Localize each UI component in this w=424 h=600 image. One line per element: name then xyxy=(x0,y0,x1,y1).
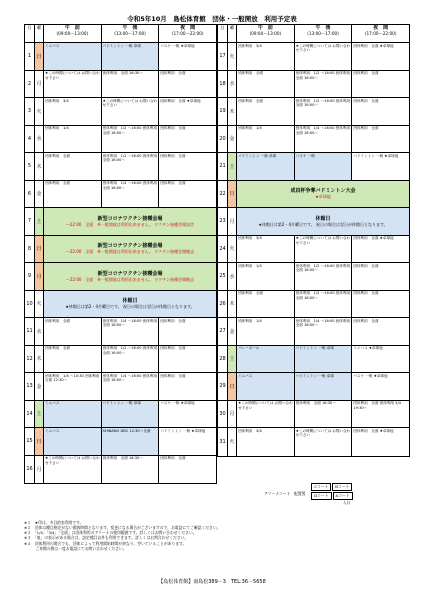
night-slot: 団体利用 全面 xyxy=(353,71,379,76)
event-title: 新型コロナワクチン接種会場 xyxy=(97,243,163,250)
night-slot: 団体利用 全面 xyxy=(353,318,379,323)
morning-slot: 団体利用 1/4 xyxy=(237,318,295,345)
notes xyxy=(24,520,410,551)
weekday: 月 xyxy=(228,401,237,428)
note-line: ※３ 「1/4」「3/4」「全面」は団体利用のアリーナの使用範囲です。詳しくはお問い合わせください。 xyxy=(24,530,197,536)
event-note: ★卓球他 xyxy=(315,194,331,200)
afternoon-slot: 団体利用 1/4 ～16:00 団体利用 全面 16:00～ xyxy=(102,373,160,400)
weekday: 月 xyxy=(35,263,44,290)
table-body xyxy=(25,43,216,483)
afternoon-slot: ★この時間については お問い合わせ下さい xyxy=(102,98,160,125)
header-morning: 午 前 (09:00～13:00) xyxy=(237,25,295,42)
weekday: 土 xyxy=(228,153,237,180)
court-c: Cコート xyxy=(311,483,331,491)
day-number: 7 xyxy=(25,208,35,235)
afternoon-slot: バドミントン 一般 卓球 xyxy=(102,401,160,428)
day-number: 13 xyxy=(25,373,35,400)
night-slot: 団体利用 全面 xyxy=(160,346,186,351)
night-slot: バドミントン 一般 ★卓球他 xyxy=(160,428,206,433)
event-note: ～22:00 全面 ※一般開放は利用出来ません。 ワクチン接種会場撤去 xyxy=(65,276,195,282)
afternoon-slot: 団体利用 1/4 ～16:00 団体利用 全面 16:00～ xyxy=(295,126,353,153)
weekday: 日 xyxy=(35,43,44,70)
morning-slot: 団体利用 全面 xyxy=(237,291,295,318)
day-number: 9 xyxy=(25,263,35,290)
full-day-event xyxy=(44,263,216,290)
morning-slot: 団体利用 全面 xyxy=(44,318,102,345)
event-title: 新型コロナワクチン接種会場 xyxy=(97,215,163,222)
table-row xyxy=(25,318,216,346)
night-slot: 団体利用 全面 xyxy=(353,291,379,296)
night-slot: 団体利用 全面 xyxy=(160,373,186,378)
table-row xyxy=(25,181,216,209)
header-day: 日 xyxy=(25,25,35,42)
table-row xyxy=(218,71,409,99)
day-number: 31 xyxy=(218,428,228,456)
schedule-table-left xyxy=(24,24,217,484)
day-number: 26 xyxy=(218,291,228,318)
morning-slot: ★この時間については お問い合わせ下さい xyxy=(44,456,102,484)
morning-slot: 団体利用 全面 xyxy=(237,98,295,125)
morning-slot: バレーボール xyxy=(237,346,295,373)
day-number: 18 xyxy=(218,71,228,98)
morning-slot: 団体利用 3/4 xyxy=(237,236,295,263)
afternoon-slot: 団体利用 1/2 ～16:00 団体利用 全面 16:00～ xyxy=(295,291,353,318)
full-day-event xyxy=(237,208,409,235)
table-row xyxy=(25,263,216,291)
table-header xyxy=(218,25,409,43)
night-slot: 団体利用 全面 ★卓球他 xyxy=(160,98,201,103)
table-row xyxy=(25,428,216,456)
weekday: 火 xyxy=(35,291,44,318)
table-row xyxy=(218,236,409,264)
header-weekday: 曜 xyxy=(35,25,44,42)
morning-slot: 団体利用 1/4 xyxy=(237,263,295,290)
weekday: 土 xyxy=(35,401,44,428)
table-header xyxy=(25,25,216,43)
table-row xyxy=(25,43,216,71)
note-line: ※２ 団体は種目指定がない開放時間となります。変更になる場合がございますので、お電話にてご確認ください。 xyxy=(24,525,221,531)
afternoon-slot: 団体利用 1/2 ～16:00 団体利用 全面 16:00～ xyxy=(102,153,160,180)
table-row xyxy=(218,291,409,319)
afternoon-slot: バドミントン 一般 卓球 xyxy=(295,346,353,373)
afternoon-slot: 団体利用 1/2 ～16:00 団体利用 全面 16:00～ xyxy=(102,346,160,373)
morning-slot: 団体利用 3/4 xyxy=(237,43,295,70)
table-row xyxy=(218,401,409,429)
weekday: 月 xyxy=(35,71,44,98)
schedule-table-right xyxy=(217,24,410,457)
night-slot: バドミントン 一般 ★卓球他 xyxy=(353,153,399,158)
afternoon-slot: 団体利用 全面 16:30～ xyxy=(102,456,160,484)
table-row xyxy=(218,181,409,209)
afternoon-slot: 団体利用 全面 16:30～ xyxy=(102,71,160,98)
day-number: 22 xyxy=(218,181,228,208)
weekday: 金 xyxy=(35,181,44,208)
table-row xyxy=(25,153,216,181)
night-slot: 団体利用 全面 xyxy=(160,181,186,186)
event-note: ★休館日は第2・4月曜日です。 祝日の場合は翌日が休館日となります。 xyxy=(65,304,195,310)
morning-slot: ★この時間については お問い合わせ下さい xyxy=(44,71,102,98)
day-number: 1 xyxy=(25,43,35,70)
day-number: 21 xyxy=(218,153,228,180)
entrance-label: 入口 xyxy=(342,500,351,505)
night-slot: 団体利用 全面 ★卓球他 xyxy=(353,236,394,241)
night-slot: 団体利用 全面 xyxy=(160,126,186,131)
afternoon-slot: 団体利用 1/4 ～16:00 団体利用 全面 16:00～ xyxy=(102,181,160,208)
table-row xyxy=(25,456,216,484)
afternoon-slot: 団体利用 1/4 ～16:00 団体利用 全面 16:00～ xyxy=(102,318,160,345)
weekday: 月 xyxy=(35,456,44,484)
table-row xyxy=(25,98,216,126)
night-slot: 団体利用 全面 xyxy=(160,318,186,323)
event-note: ★休館日は第2・4月曜日です。 祝日の場合は翌日が休館日となります。 xyxy=(258,221,388,227)
table-row xyxy=(218,318,409,346)
night-slot: バスケ 一般 ★卓球他 xyxy=(160,43,195,48)
morning-slot: バドミントン 一般 卓球 xyxy=(237,153,295,180)
court-d: Dコート xyxy=(311,492,331,500)
weekday: 火 xyxy=(228,236,237,263)
header-morning: 午 前 (09:00～13:00) xyxy=(44,25,102,42)
day-number: 10 xyxy=(25,291,35,318)
table-row xyxy=(25,236,216,264)
weekday: 火 xyxy=(228,43,237,70)
court-diagram-label: アリーナコート 配置図 xyxy=(264,491,306,496)
night-slot: 団体利用 全面 xyxy=(353,98,379,103)
day-number: 16 xyxy=(25,456,35,484)
morning-slot: ミニバス xyxy=(44,401,102,428)
day-number: 5 xyxy=(25,153,35,180)
court-a: Aコート xyxy=(333,492,353,500)
weekday: 日 xyxy=(35,236,44,263)
event-note: ～22:00 全面 ※一般開放は利用出来ません。 ワクチン接種会場撤去 xyxy=(65,249,195,255)
table-row xyxy=(218,43,409,71)
night-slot: バスケ 一般 ★卓球他 xyxy=(160,401,195,406)
table-row xyxy=(25,373,216,401)
morning-slot: 団体利用 3/4 xyxy=(237,428,295,456)
day-number: 28 xyxy=(218,346,228,373)
afternoon-slot: バドミントン 一般 卓球 xyxy=(102,43,160,70)
morning-slot: 団体利用 1/4 xyxy=(44,126,102,153)
table-row xyxy=(25,208,216,236)
day-number: 24 xyxy=(218,236,228,263)
afternoon-slot: 団体利用 1/4 ～16:00 団体利用 全面 16:00～ xyxy=(295,318,353,345)
table-row xyxy=(218,98,409,126)
header-afternoon: 午 後 (13:00～17:00) xyxy=(295,25,353,42)
weekday: 木 xyxy=(228,98,237,125)
weekday: 日 xyxy=(228,181,237,208)
afternoon-slot: SHINANO DBC 12:30～全面 xyxy=(102,428,160,455)
header-night: 夜 間 (17:00～22:00) xyxy=(364,25,397,36)
day-number: 12 xyxy=(25,346,35,373)
full-day-event xyxy=(237,181,409,208)
header-night: 夜 間 (17:00～22:00) xyxy=(171,25,204,36)
afternoon-slot: 団体利用 1/2 ～16:00 団体利用 全面 16:00～ xyxy=(295,98,353,125)
weekday: 金 xyxy=(35,373,44,400)
weekday: 土 xyxy=(35,208,44,235)
morning-slot: ミニバス xyxy=(44,43,102,70)
afternoon-slot: バスケ 一般 xyxy=(295,153,353,180)
morning-slot: 団体利用 全面 xyxy=(44,346,102,373)
day-number: 29 xyxy=(218,373,228,400)
table-row xyxy=(25,71,216,99)
table-row xyxy=(218,373,409,401)
afternoon-slot: ★この時間については お問い合わせ下さい xyxy=(295,43,353,70)
night-slot: 団体利用 全面 xyxy=(353,126,379,131)
table-row xyxy=(25,126,216,154)
day-number: 27 xyxy=(218,318,228,345)
afternoon-slot: バドミントン 一般 卓球 xyxy=(295,373,353,400)
afternoon-slot: ★この時間については お問い合わせ下さい xyxy=(295,236,353,263)
weekday: 月 xyxy=(228,208,237,235)
table-row xyxy=(25,401,216,429)
note-line: ご来館の際は一度お電話にてお問い合わせください。 xyxy=(24,545,127,551)
night-slot: 団体利用 全面 xyxy=(160,456,186,461)
table-row xyxy=(218,126,409,154)
weekday: 木 xyxy=(35,153,44,180)
day-number: 14 xyxy=(25,401,35,428)
morning-slot: 団体利用 全面 xyxy=(44,153,102,180)
afternoon-slot: 団体利用 1/2 ～16:00 団体利用 全面 16:00～ xyxy=(295,71,353,98)
note-line: ※４ 団体利用の場合でも、団体によって利用開始時間が異なり、空いていることがあります。 xyxy=(24,540,187,546)
weekday: 日 xyxy=(35,428,44,455)
table-row xyxy=(218,428,409,456)
day-number: 30 xyxy=(218,401,228,428)
weekday: 木 xyxy=(228,291,237,318)
afternoon-slot: 団体利用 1/2 ～16:00 団体利用 全面 16:00～ xyxy=(295,263,353,290)
weekday: 水 xyxy=(35,126,44,153)
morning-slot: 団体利用 1/4 xyxy=(237,126,295,153)
day-number: 23 xyxy=(218,208,228,235)
court-diagram xyxy=(264,482,353,506)
header-day: 日 xyxy=(218,25,228,42)
day-number: 11 xyxy=(25,318,35,345)
night-slot: バスケ 一般 ★卓球他 xyxy=(353,373,388,378)
night-slot: 団体利用 全面 ★卓球他 xyxy=(353,428,394,433)
full-day-event xyxy=(44,208,216,235)
weekday: 日 xyxy=(228,373,237,400)
weekday: 土 xyxy=(228,346,237,373)
night-slot: 団体利用 全面 xyxy=(160,153,186,158)
table-row xyxy=(218,263,409,291)
day-number: 8 xyxy=(25,236,35,263)
weekday: 水 xyxy=(228,263,237,290)
table-row xyxy=(218,153,409,181)
weekday: 火 xyxy=(228,428,237,456)
day-number: 6 xyxy=(25,181,35,208)
weekday: 木 xyxy=(35,346,44,373)
weekday: 水 xyxy=(228,71,237,98)
event-title: 成田杯争奪バドミントン大会 xyxy=(290,188,356,195)
full-day-event xyxy=(44,236,216,263)
table-row xyxy=(25,291,216,319)
morning-slot: 団体利用 1/4 ～10:30 団体利用 全面 12:30～ xyxy=(44,373,102,400)
night-slot: ミニバス ★卓球他 xyxy=(353,346,383,351)
weekday: 金 xyxy=(228,318,237,345)
day-number: 3 xyxy=(25,98,35,125)
event-title: 休館日 xyxy=(315,215,331,222)
table-row xyxy=(218,346,409,374)
day-number: 17 xyxy=(218,43,228,70)
morning-slot: ミニバス xyxy=(44,428,102,455)
table-body xyxy=(218,43,409,456)
morning-slot: 団体利用 全面 xyxy=(237,71,295,98)
court-b: Bコート xyxy=(332,483,352,491)
note-line: ※３ 「他」の表示がある場合は、設定種目以外も利用できます。詳しくはお問合わせください。 xyxy=(24,535,189,541)
night-slot: 団体利用 全面 団体利用 3/4 19:30～ xyxy=(353,401,401,410)
afternoon-slot: 団体利用 全面 16:30～ xyxy=(295,401,353,428)
event-title: 休館日 xyxy=(122,298,138,305)
header-afternoon: 午 後 (13:00～17:00) xyxy=(102,25,160,42)
morning-slot: ★この時間については お問い合わせ下さい xyxy=(237,401,295,428)
morning-slot: ミニバス xyxy=(237,373,295,400)
day-number: 25 xyxy=(218,263,228,290)
weekday: 水 xyxy=(35,318,44,345)
event-title: 新型コロナワクチン接種会場 xyxy=(97,270,163,277)
day-number: 4 xyxy=(25,126,35,153)
morning-slot: 団体利用 全面 xyxy=(44,181,102,208)
afternoon-slot: 団体利用 1/2 ～16:00 団体利用 全面 16:00～ xyxy=(102,126,160,153)
event-note: ～22:00 全面 ※一般開放は利用出来ません。 ワクチン接種会場設営 xyxy=(65,221,195,227)
header-weekday: 曜 xyxy=(228,25,237,42)
day-number: 15 xyxy=(25,428,35,455)
afternoon-slot: ★この時間については お問い合わせ下さい xyxy=(295,428,353,456)
night-slot: 団体利用 全面 ★卓球他 xyxy=(353,43,394,48)
note-line: ※１ ★印は、多目的室利用です。 xyxy=(24,520,84,525)
night-slot: 団体利用 全面 xyxy=(160,71,186,76)
night-slot: 団体利用 全面 xyxy=(353,263,379,268)
full-day-event xyxy=(44,291,216,318)
day-number: 2 xyxy=(25,71,35,98)
day-number: 19 xyxy=(218,98,228,125)
weekday: 金 xyxy=(228,126,237,153)
footer-address: 【島松体育館】南島松389－3 TEL:36－5658 xyxy=(158,579,266,585)
table-row xyxy=(218,208,409,236)
table-row xyxy=(25,346,216,374)
weekday: 火 xyxy=(35,98,44,125)
morning-slot: 団体利用 3/4 xyxy=(44,98,102,125)
day-number: 20 xyxy=(218,126,228,153)
page-title: 令和5年10月 島松体育館 団体・一般開放 利用予定表 xyxy=(127,15,297,23)
